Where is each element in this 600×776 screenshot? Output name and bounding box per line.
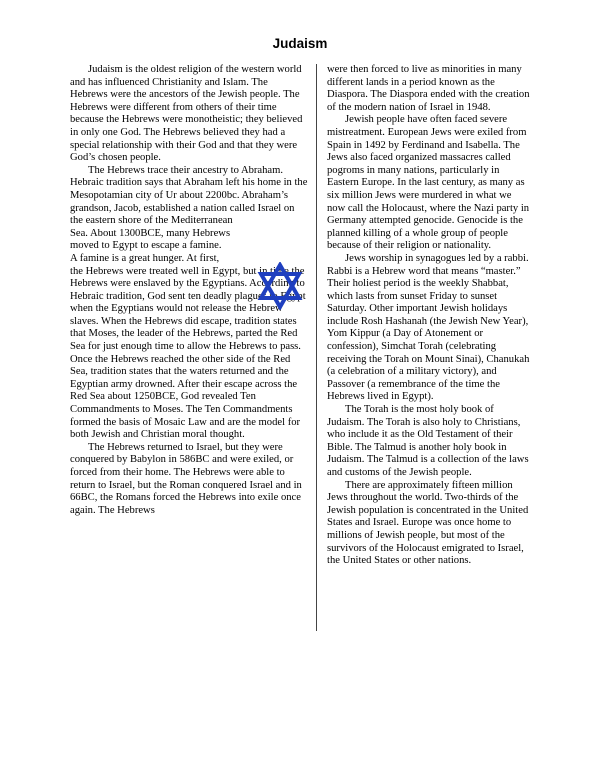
paragraph: The Hebrews returned to Israel, but they were conquered by Babylon in 586BC and were exiled, or forced from their home. The Hebrews were able to return to Israel, but the Roman conquered Israel and in 66BC, the Romans forced the Hebrews into exile once again. The Hebrews: [70, 441, 302, 516]
paragraph: There are approximately fifteen million Jews throughout the world. Two-thirds of the Jewish population is concentrated in the United States and Israel. Europe was once home to millions of Jewish people, but most of the survivors of the Holocaust emigrated to Israel, the United States or other nations.: [327, 479, 529, 567]
wrapped-line: A famine is a great hunger. At first,: [70, 252, 220, 264]
right-column: [327, 64, 531, 568]
page-title: Judaism: [272, 36, 328, 51]
paragraph: Jewish people have often faced severe mistreatment. European Jews were exiled from Spain in 1492 by Ferdinand and Isabella. The Jews also faced organized massacres called pogroms in many nations, particularly in Eastern Europe. In the last century, as many as six million Jews were murdered in what we now call the Holocaust, where the Nazi party in Germany attempted genocide. Genocide is the planned killing of a whole group of people because of their religion or nationality.: [327, 114, 530, 252]
star-of-david-icon: [256, 262, 304, 310]
paragraph: were then forced to live as minorities in many different lands in a period known as the Diaspora. The Diaspora ended with the creation of the modern nation of Israel in 1948.: [327, 64, 530, 113]
column-divider: [316, 64, 317, 631]
paragraph: The Hebrews trace their ancestry to Abraham. Hebraic tradition says that Abraham left his home in the Mesopotamian city of Ur about 2200bc. Abraham’s grandson, Jacob, established a nation called Israel on the eastern shore of the Mediterranean: [70, 164, 308, 227]
paragraph: Judaism is the oldest religion of the western world and has influenced Christianity and Islam. The Hebrews were the ancestors of the Jewish people. The Hebrews were different from others of their time because the Hebrews were monotheistic; they believed in only one God. The Hebrews believed they had a special relationship with their God and that they were God’s chosen people.: [70, 64, 303, 164]
paragraph: The Torah is the most holy book of Judaism. The Torah is also holy to Christians, who include it as the Old Testament of their Bible. The Talmud is another holy book in Judaism. The Talmud is a collection of the laws and customs of the Jewish people.: [327, 404, 529, 478]
paragraph: the Hebrews were treated well in Egypt, but in time the Hebrews were enslaved by the Egyptians. According to Hebraic tradition, God sent ten deadly plagues to Egypt when the Egyptians would not release the Hebrew slaves. When the Hebrews did escape, tradition states that Moses, the leader of the Hebrews, parted the Red Sea for just enough time to allow the Hebrews to pass. Once the Hebrews reached the other side of the Red Sea, tradition states that the waters returned and the Egyptian army drowned. After their escape across the Red Sea about 1250BCE, God revealed Ten Commandments to Moses. The Ten Commandments formed the basis of Mosaic Law and are the model for both Jewish and Christian moral thought.: [70, 265, 306, 441]
wrapped-line: moved to Egypt to escape a famine.: [70, 240, 222, 252]
wrapped-line: Sea. About 1300BCE, many Hebrews: [70, 227, 231, 239]
paragraph: Jews worship in synagogues led by a rabbi. Rabbi is a Hebrew word that means “master.” Their holiest period is the weekly Shabbat, which lasts from sunset Friday to sunset Saturday. Other important Jewish holidays include Rosh Hashanah (the Jewish New Year), Yom Kippur (a Day of Atonement or confession), Simchat Torah (celebrating receiving the Torah on Mount Sinai), Chanukah (a celebration of a military victory), and Passover (a remembrance of the time the Hebrews lived in Egypt).: [327, 252, 530, 403]
